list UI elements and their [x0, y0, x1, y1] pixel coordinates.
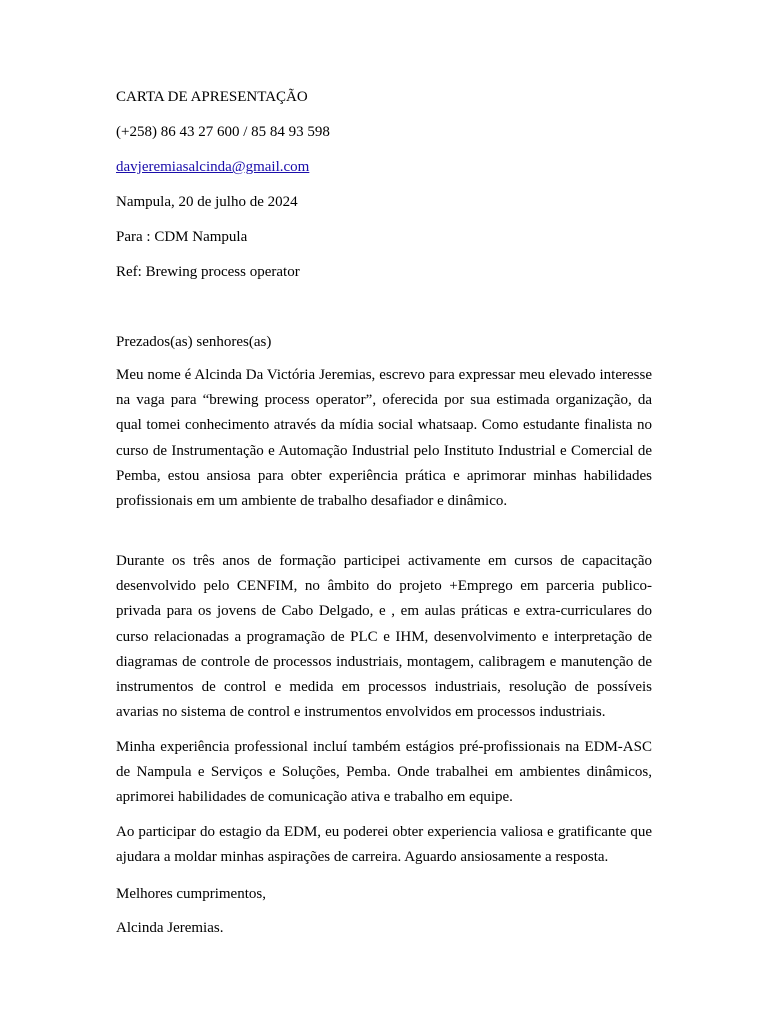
email-link[interactable]: davjeremiasalcinda@gmail.com	[116, 159, 310, 175]
place-date: Nampula, 20 de julho de 2024	[116, 194, 298, 210]
reference: Ref: Brewing process operator	[116, 264, 300, 280]
phone-numbers: (+258) 86 43 27 600 / 85 84 93 598	[116, 124, 330, 140]
closing: Melhores cumprimentos,	[116, 886, 266, 902]
paragraph-conclusion: Ao participar do estagio da EDM, eu poderei obter experiencia valiosa e gratificante que ajudara a moldar minhas aspirações de carreira. Aguardo ansiosamente a resposta.	[116, 824, 652, 866]
paragraph-training: Durante os três anos de formação participei activamente em cursos de capacitação desenvolvido pelo CENFIM, no âmbito do projeto +Emprego em parceria publico-privada para os jovens de Cabo Delgado, e , em aulas práticas e extra-curriculares do curso relacionadas a programação de PLC e IHM, desenvolvimento e interpretação de diagramas de controle de processos industriais, montagem, calibragem e manutenção de instrumentos de control e medida em processos industriais, resolução de possíveis avarias no sistema de control e instrumentos envolvidos em processos industriais.	[116, 553, 652, 721]
letter-title: CARTA DE APRESENTAÇÃO	[116, 89, 308, 105]
recipient: Para : CDM Nampula	[116, 229, 248, 245]
paragraph-introduction: Meu nome é Alcinda Da Victória Jeremias, escrevo para expressar meu elevado interesse na vaga para “brewing process operator”, oferecida por sua estimada organização, da qual tomei conhecimento através da mídia social whatsaap. Como estudante finalista no curso de Instrumentação e Automação Industrial pelo Instituto Industrial e Comercial de Pemba, estou ansiosa para obter experiência prática e aprimorar minhas habilidades profissionais em um ambiente de trabalho desafiador e dinâmico.	[116, 367, 652, 510]
salutation: Prezados(as) senhores(as)	[116, 334, 272, 350]
signature: Alcinda Jeremias.	[116, 920, 224, 936]
email-link-container	[116, 158, 309, 176]
paragraph-experience: Minha experiência professional incluí também estágios pré-profissionais na EDM-ASC de Nampula e Serviços e Soluções, Pemba. Onde trabalhei em ambientes dinâmicos, aprimorei habilidades de comunicação ativa e trabalho em equipe.	[116, 739, 652, 806]
